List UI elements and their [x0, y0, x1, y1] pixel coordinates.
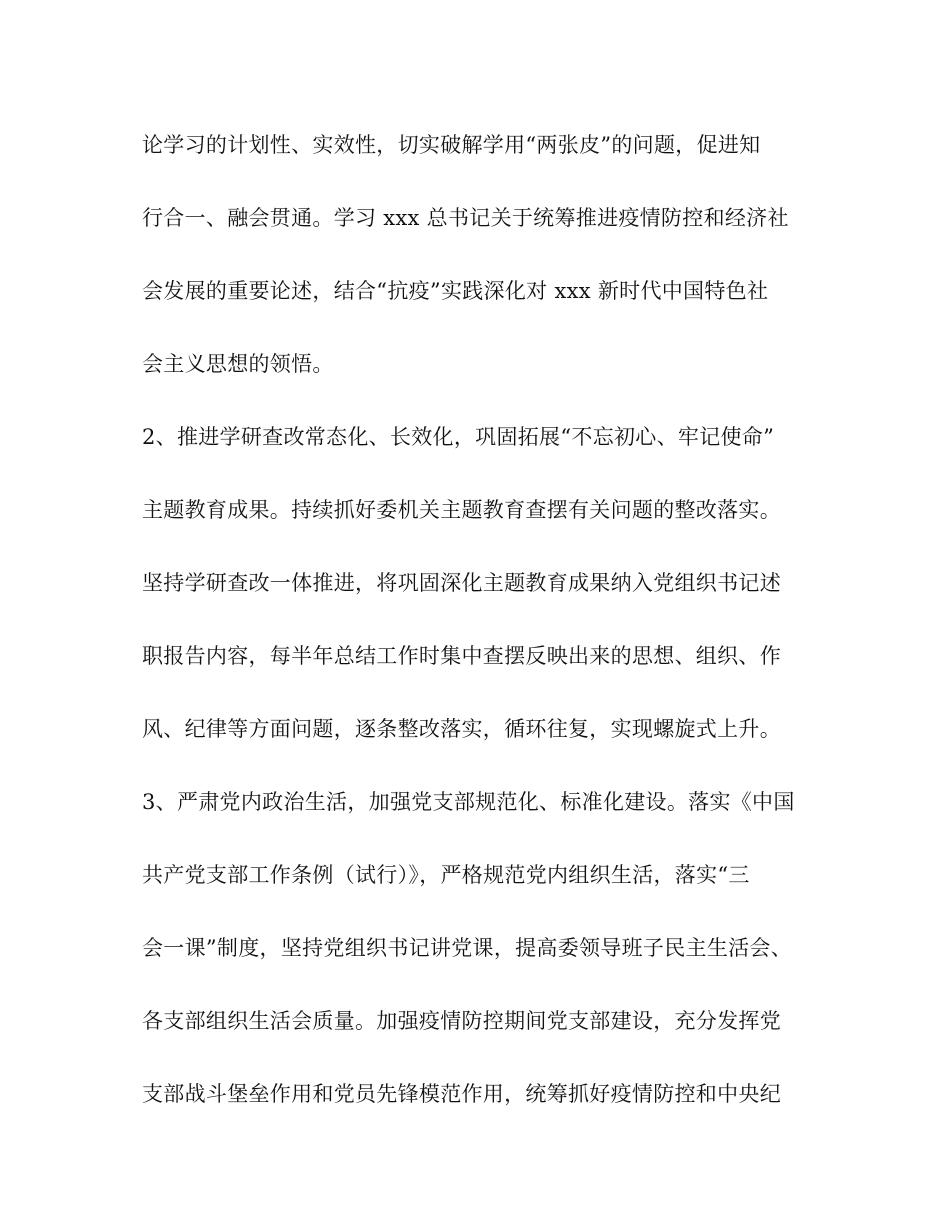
text-line: 共产党支部工作条例（试行）》，严格规范党内组织生活，落实“三 — [142, 863, 750, 887]
text-line: 会主义思想的领悟。 — [142, 352, 334, 376]
text-line: 3、严肃党内政治生活，加强党支部规范化、标准化建设。落实《中国 — [142, 790, 795, 814]
text-line: 会一课”制度，坚持党组织书记讲党课，提高委领导班子民主生活会、 — [142, 936, 793, 960]
text-line: 行合一、融会贯通。学习 xxx 总书记关于统筹推进疫情防控和经济社 — [142, 206, 789, 230]
text-line: 各支部组织生活会质量。加强疫情防控期间党支部建设，充分发挥党 — [142, 1009, 781, 1033]
text-line: 会发展的重要论述，结合“抗疫”实践深化对 xxx 新时代中国特色社 — [142, 279, 769, 303]
text-line: 支部战斗堡垒作用和党员先锋模范作用，统筹抓好疫情防控和中央纪 — [142, 1082, 781, 1106]
text-line: 职报告内容，每半年总结工作时集中查摆反映出来的思想、组织、作 — [142, 644, 781, 668]
text-line: 2、推进学研查改常态化、长效化，巩固拓展“不忘初心、牢记使命” — [142, 425, 775, 449]
text-line: 坚持学研查改一体推进，将巩固深化主题教育成果纳入党组织书记述 — [142, 571, 781, 595]
text-line: 主题教育成果。持续抓好委机关主题教育查摆有关问题的整改落实。 — [142, 498, 781, 522]
text-line: 风、纪律等方面问题，逐条整改落实，循环往复，实现螺旋式上升。 — [142, 717, 781, 741]
text-line: 论学习的计划性、实效性，切实破解学用“两张皮”的问题，促进知 — [142, 133, 761, 157]
